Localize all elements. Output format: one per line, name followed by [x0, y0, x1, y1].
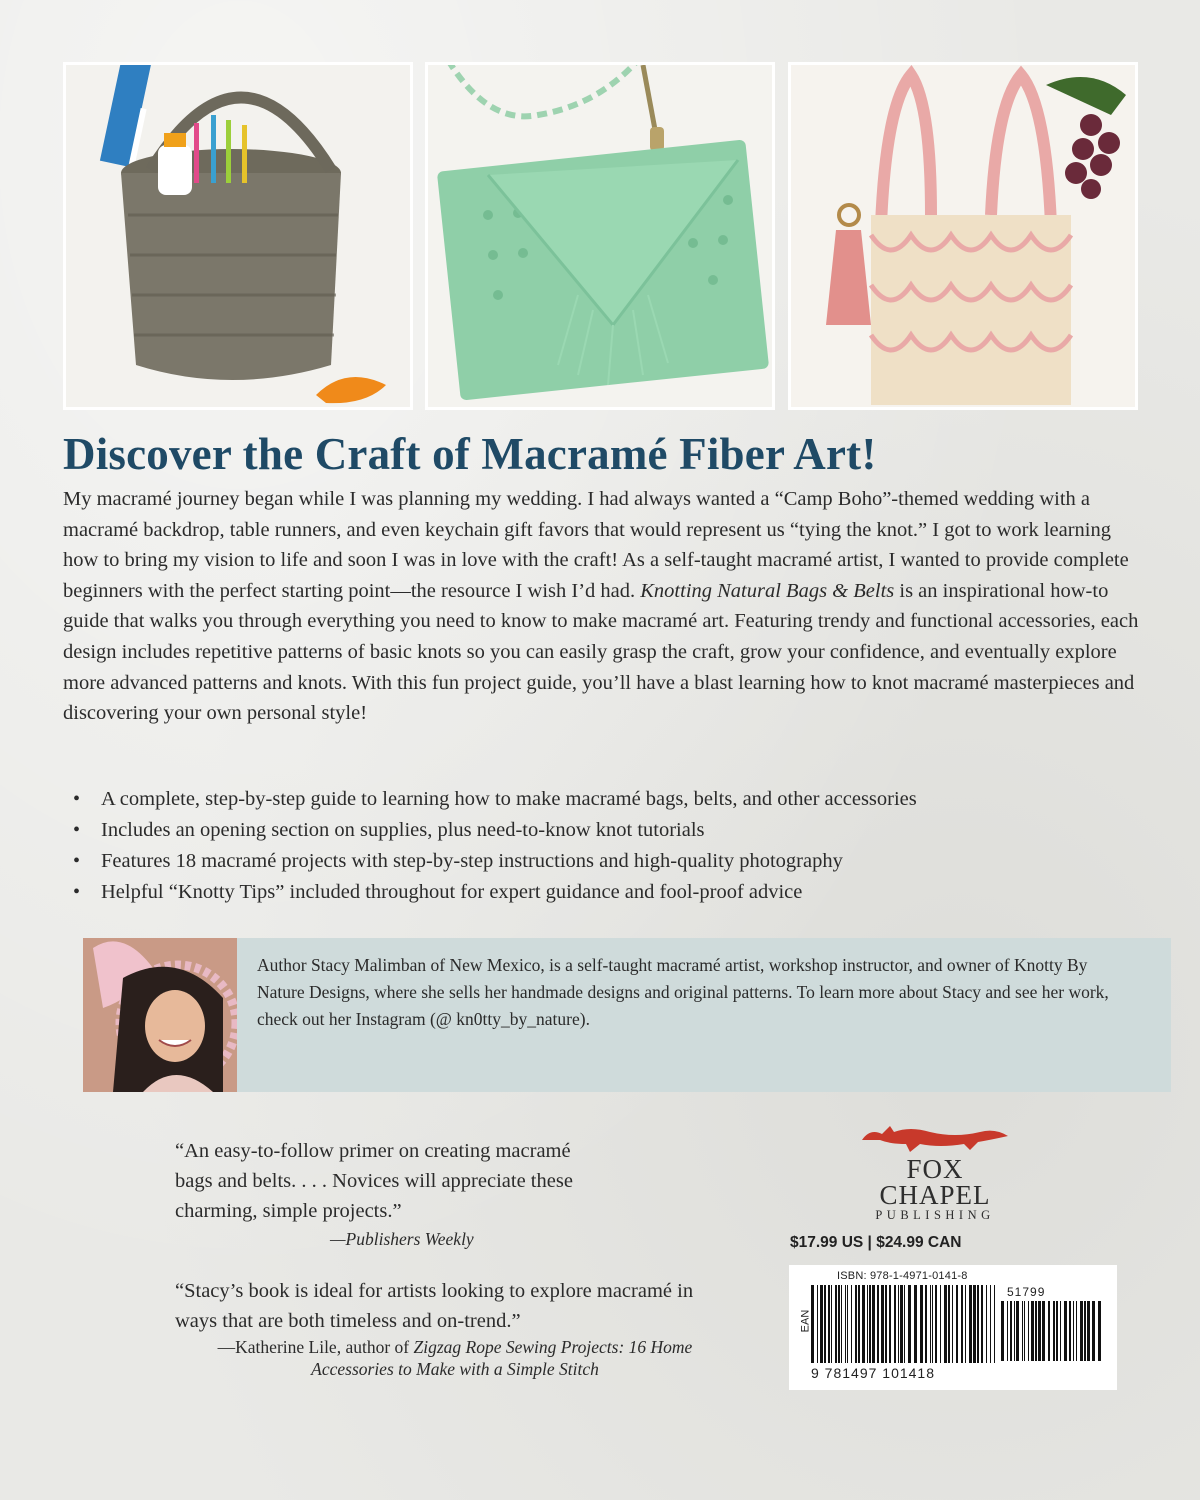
clutch-illustration: [428, 65, 772, 407]
feature-text: Includes an opening section on supplies, plus need-to-know knot tutorials: [101, 819, 705, 841]
barcode-bar: [990, 1285, 991, 1363]
barcode-bar: [1016, 1301, 1019, 1361]
barcode-bar: [925, 1285, 927, 1363]
barcode-bar: [858, 1285, 860, 1363]
barcode-bar: [1098, 1301, 1101, 1361]
barcode-bar: [956, 1285, 958, 1363]
barcode-bar: [831, 1285, 832, 1363]
author-box: [83, 938, 1171, 1092]
barcode-bar: [944, 1285, 947, 1363]
barcode-bar: [1031, 1301, 1034, 1361]
barcode-bar: [986, 1285, 987, 1363]
barcode-bar: [855, 1285, 857, 1363]
barcode-bar: [900, 1285, 903, 1363]
barcode-bar: [828, 1285, 830, 1363]
barcode-bar: [841, 1285, 842, 1363]
barcode-bar: [820, 1285, 823, 1363]
barcode-bar: [977, 1285, 979, 1363]
barcode-bar: [1069, 1301, 1071, 1361]
barcode-bar: [973, 1285, 976, 1363]
barcode-bar: [904, 1285, 905, 1363]
feature-list: [73, 784, 1153, 908]
barcode-bar: [981, 1285, 983, 1363]
feature-text: A complete, step-by-step guide to learning how to make macramé bags, belts, and other accessories: [101, 788, 917, 810]
basket-illustration: [66, 65, 410, 407]
attribution-book-title: Zigzag Rope Sewing Projects: 16 Home Accessories to Make with a Simple Stitch: [311, 1337, 693, 1379]
barcode-bar: [1035, 1301, 1037, 1361]
isbn-label: ISBN: 978-1-4971-0141-8: [837, 1270, 968, 1282]
headline: Discover the Craft of Macramé Fiber Art!: [63, 429, 877, 479]
market-bag-illustration: [791, 65, 1135, 407]
barcode-bar: [1048, 1301, 1050, 1361]
review-quote-1: “An easy-to-follow primer on creating macramé bags and belts. . . . Novices will appreciate these charming, simple projects.”: [175, 1140, 573, 1222]
barcode-bar: [965, 1285, 966, 1363]
barcode-bar: [869, 1285, 871, 1363]
barcode-bars: [811, 1285, 997, 1365]
intro-text-part1: My macramé journey began while I was planning my wedding. I had always wanted a “Camp Boho”-themed wedding with a macramé backdrop, table runners, and even keychain gift favors that would represent us “tying the knot.” I got to work learning how to bring my vision to life and soon I was in love with the craft! As a self-taught macramé artist, I wanted to provide complete beginners with the perfect starting point—the resource I wish I’d had.: [63, 488, 1129, 602]
barcode-bar: [838, 1285, 840, 1363]
bullet-icon: •: [73, 850, 81, 872]
barcode-bar: [952, 1285, 953, 1363]
fox-icon: [860, 1120, 1010, 1154]
barcode-bar: [889, 1285, 891, 1363]
barcode-bar: [1038, 1301, 1041, 1361]
barcode-bar: [811, 1285, 814, 1363]
barcode-bar: [1087, 1301, 1090, 1361]
barcode-bar: [1060, 1301, 1061, 1361]
author-portrait: [83, 938, 237, 1092]
barcode-bar: [1010, 1301, 1012, 1361]
barcode-bar: [898, 1285, 899, 1363]
photo-green-clutch: [425, 62, 775, 410]
barcode-bar: [817, 1285, 818, 1363]
author-bio: Author Stacy Malimban of New Mexico, is a self-taught macramé artist, workshop instructor, and owner of Knotty By Nature Designs, where she sells her handmade designs and original patterns. To learn more about Stacy and see her work, check out her Instagram (@ kn0tty_by_nature).: [257, 955, 1109, 1029]
barcode-bar: [932, 1285, 933, 1363]
barcode-bar: [961, 1285, 963, 1363]
barcode-bar: [1028, 1301, 1029, 1361]
feature-item: [73, 784, 1153, 815]
barcode-bar: [940, 1285, 941, 1363]
barcode-bar: [824, 1285, 826, 1363]
barcode-bar: [885, 1285, 887, 1363]
book-title: Knotting Natural Bags & Belts: [640, 579, 895, 602]
attribution-prefix: —Katherine Lile, author of: [217, 1337, 414, 1357]
intro-text-part2: is an inspirational how-to guide that walks you through everything you need to know to make macramé art. Featuring trendy and functional accessories, each design includes repetitive patterns of basic knots so you can easily grasp the craft, grow your confidence, and eventually explore more advanced patterns and knots. With this fun project guide, you’ll have a blast learning how to knot macramé masterpieces and discovering your own personal style!: [63, 579, 1139, 725]
barcode-bar: [1092, 1301, 1095, 1361]
barcode-bar: [1084, 1301, 1086, 1361]
barcode-bar: [1001, 1301, 1004, 1361]
barcode-bar: [851, 1285, 852, 1363]
barcode: [789, 1265, 1117, 1390]
barcode-bar: [969, 1285, 972, 1363]
barcode-bar: [845, 1285, 846, 1363]
photo-pink-market-bag: [788, 62, 1138, 410]
barcode-bar: [914, 1285, 917, 1363]
barcode-bar: [920, 1285, 923, 1363]
review-quote-2: “Stacy’s book is ideal for artists looking to explore macramé in ways that are both timeless and on-trend.”: [175, 1280, 694, 1332]
barcode-bar: [894, 1285, 896, 1363]
barcode-bar: [1022, 1301, 1023, 1361]
barcode-bar: [862, 1285, 865, 1363]
ean-label: EAN: [799, 1309, 812, 1333]
barcode-bar: [1042, 1301, 1045, 1361]
barcode-supplement-number: 51799: [1007, 1285, 1046, 1299]
barcode-bar: [1014, 1301, 1015, 1361]
barcode-bar: [908, 1285, 911, 1363]
barcode-bar: [872, 1285, 875, 1363]
barcode-bar: [930, 1285, 931, 1363]
review-attribution-1: —Publishers Weekly: [330, 1229, 474, 1249]
barcode-bar: [847, 1285, 848, 1363]
barcode-bar: [1064, 1301, 1067, 1361]
price-label: $17.99 US | $24.99 CAN: [790, 1234, 962, 1251]
intro-paragraph: [63, 484, 1143, 729]
review-attribution-2: [175, 1336, 735, 1380]
barcode-number: 9 781497 101418: [811, 1365, 935, 1381]
feature-item: [73, 877, 1153, 908]
feature-item: [73, 846, 1153, 877]
barcode-bar: [1076, 1301, 1077, 1361]
feature-text: Features 18 macramé projects with step-by-step instructions and high-quality photography: [101, 850, 843, 872]
barcode-bar: [1024, 1301, 1025, 1361]
barcode-bar: [1056, 1301, 1058, 1361]
bullet-icon: •: [73, 881, 81, 903]
photo-basket-with-pencils: [63, 62, 413, 410]
barcode-bar: [1007, 1301, 1008, 1361]
publisher-name: FOX CHAPEL: [879, 1154, 991, 1210]
author-photo: [83, 938, 237, 1092]
publisher-sub: PUBLISHING: [875, 1208, 995, 1222]
barcode-bar: [877, 1285, 879, 1363]
barcode-bar: [935, 1285, 937, 1363]
feature-text: Helpful “Knotty Tips” included throughout for expert guidance and fool-proof advice: [101, 881, 803, 903]
barcode-bar: [1080, 1301, 1083, 1361]
bullet-icon: •: [73, 819, 81, 841]
barcode-bar: [867, 1285, 868, 1363]
barcode-bar: [1053, 1301, 1055, 1361]
barcode-supplement-bars: [1001, 1301, 1101, 1381]
feature-item: [73, 815, 1153, 846]
barcode-bar: [994, 1285, 995, 1363]
barcode-bar: [1073, 1301, 1074, 1361]
barcode-bar: [835, 1285, 837, 1363]
barcode-bar: [881, 1285, 884, 1363]
publisher-logo: [855, 1120, 1015, 1222]
barcode-bar: [948, 1285, 950, 1363]
bullet-icon: •: [73, 788, 81, 810]
